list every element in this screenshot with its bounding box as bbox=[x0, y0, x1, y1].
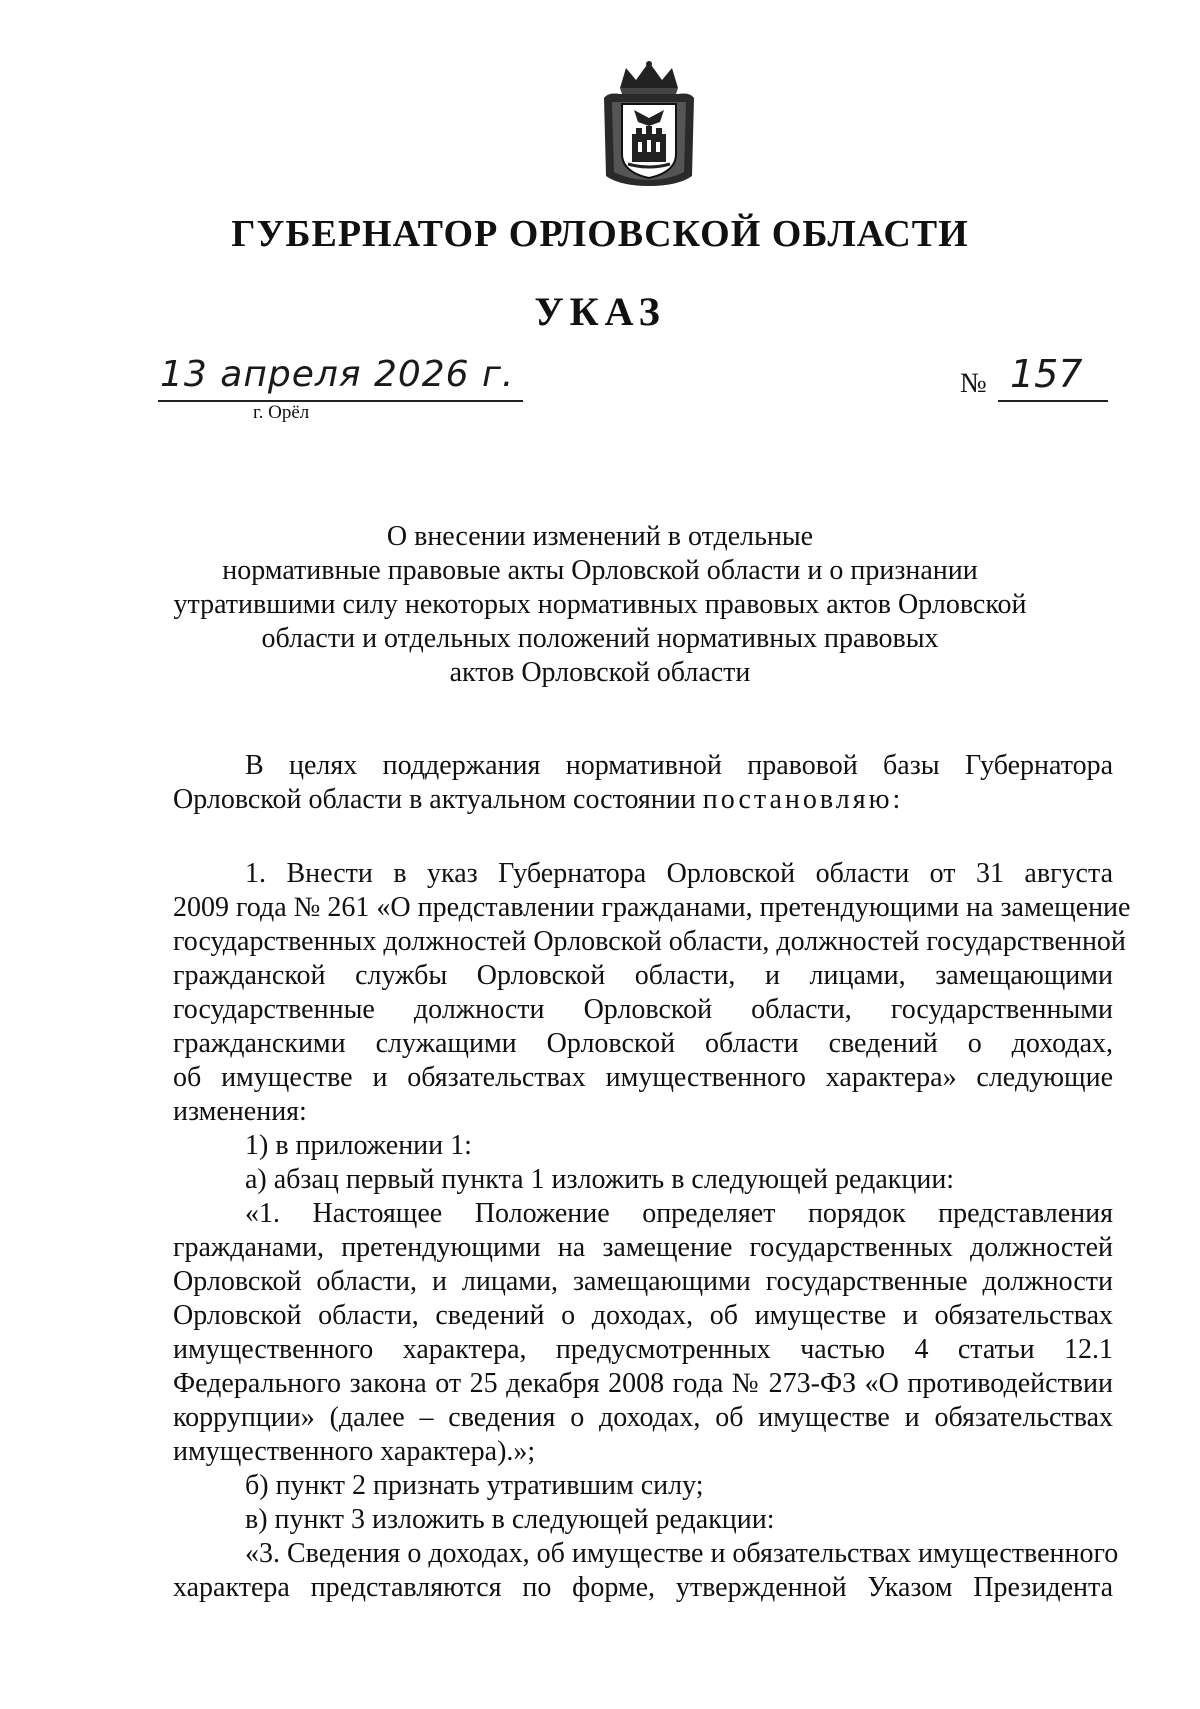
clause-line: государственных должностей Орловской области, должностей государственной bbox=[173, 926, 1126, 957]
quote-line: гражданами, претендующими на замещение государственных должностей bbox=[173, 1232, 1113, 1263]
quote-line: «3. Сведения о доходах, об имуществе и обязательствах имущественного bbox=[245, 1538, 1119, 1569]
quote-line: Орловской области, и лицами, замещающими государственные должности bbox=[173, 1266, 1113, 1297]
issue-city: г. Орёл bbox=[253, 402, 310, 423]
clause-line: гражданской службы Орловской области, и лицами, замещающими bbox=[173, 960, 1113, 991]
issuing-authority: ГУБЕРНАТОР ОРЛОВСКОЙ ОБЛАСТИ bbox=[231, 213, 969, 255]
title-line: нормативные правовые акты Орловской области и о признании bbox=[222, 555, 978, 586]
document-type: УКАЗ bbox=[534, 289, 666, 334]
clause-line: гражданскими служащими Орловской области сведений о доходах, bbox=[173, 1028, 1113, 1059]
quote-line: «1. Настоящее Положение определяет порядок представления bbox=[245, 1198, 1113, 1229]
title-line: области и отдельных положений нормативных правовых bbox=[261, 623, 939, 654]
operative-word: постановляю: bbox=[702, 784, 904, 815]
quote-line: Орловской области, сведений о доходах, об имуществе и обязательствах bbox=[173, 1300, 1113, 1331]
title-line: утратившими силу некоторых нормативных правовых актов Орловской bbox=[173, 589, 1027, 620]
sub-item: в) пункт 3 изложить в следующей редакции: bbox=[245, 1504, 775, 1535]
quote-line: характера представляются по форме, утвержденной Указом Президента bbox=[173, 1572, 1113, 1603]
sub-item: 1) в приложении 1: bbox=[245, 1130, 472, 1161]
quote-line: имущественного характера).»; bbox=[173, 1436, 536, 1467]
number-underline bbox=[998, 400, 1108, 402]
clause-line: государственные должности Орловской области, государственными bbox=[173, 994, 1113, 1025]
title-line: актов Орловской области bbox=[449, 657, 751, 688]
preamble-line bbox=[173, 783, 1113, 817]
date-underline bbox=[158, 400, 523, 402]
clause-line: 2009 года № 261 «О представлении гражданами, претендующими на замещение bbox=[173, 892, 1131, 923]
clause-line: изменения: bbox=[173, 1096, 307, 1127]
coat-of-arms-icon bbox=[598, 58, 700, 190]
title-line: О внесении изменений в отдельные bbox=[386, 521, 814, 552]
preamble-line: В целях поддержания нормативной правовой базы Губернатора bbox=[245, 750, 1113, 781]
quote-line: Федерального закона от 25 декабря 2008 года № 273-ФЗ «О противодействии bbox=[173, 1368, 1113, 1399]
handwritten-number: 157 bbox=[1010, 352, 1083, 396]
number-sign: № bbox=[960, 368, 987, 399]
handwritten-date: 13 апреля 2026 г. bbox=[160, 354, 515, 395]
preamble-text: Орловской области в актуальном состоянии bbox=[173, 784, 703, 815]
clause-line: 1. Внести в указ Губернатора Орловской области от 31 августа bbox=[245, 858, 1113, 889]
sub-item: а) абзац первый пункта 1 изложить в следующей редакции: bbox=[245, 1164, 955, 1195]
decree-title bbox=[150, 520, 1050, 690]
clause-line: об имуществе и обязательствах имущественного характера» следующие bbox=[173, 1062, 1113, 1093]
quote-line: коррупции» (далее – сведения о доходах, об имуществе и обязательствах bbox=[173, 1402, 1113, 1433]
sub-item: б) пункт 2 признать утратившим силу; bbox=[245, 1470, 704, 1501]
quote-line: имущественного характера, предусмотренных частью 4 статьи 12.1 bbox=[173, 1334, 1113, 1365]
decree-body bbox=[173, 749, 1131, 1605]
